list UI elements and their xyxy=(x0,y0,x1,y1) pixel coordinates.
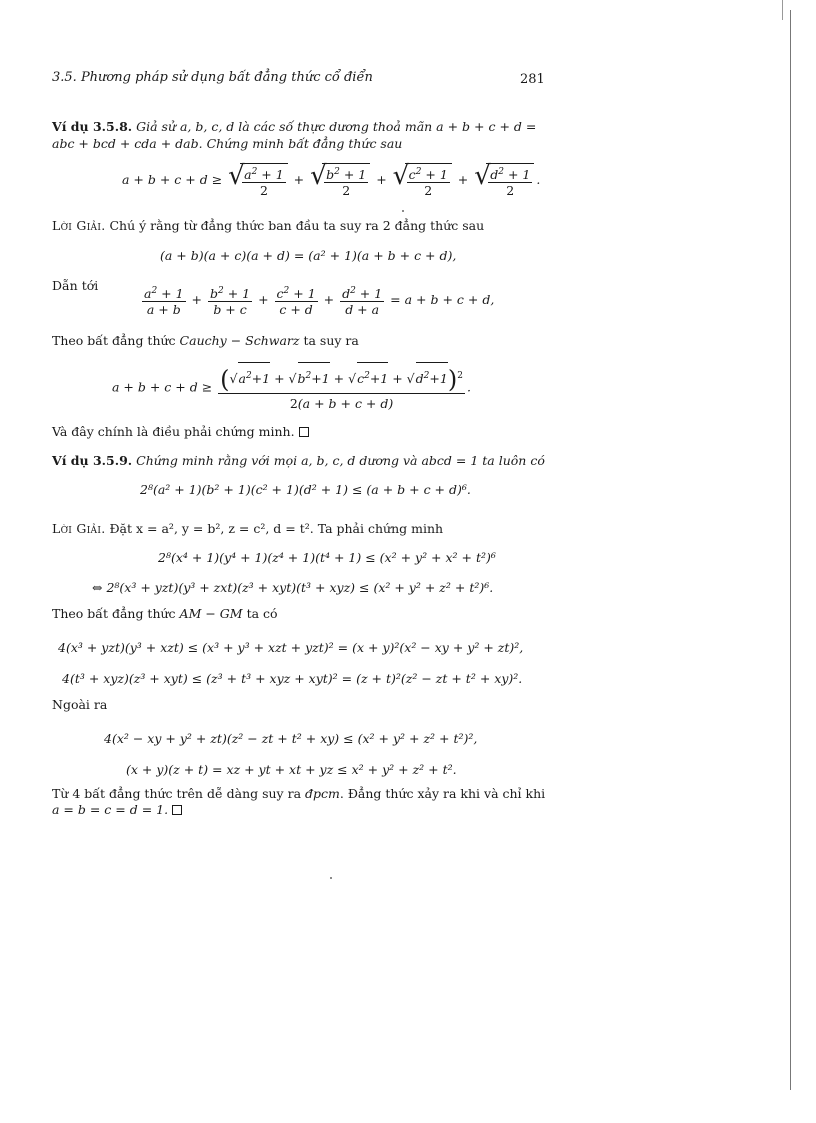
theo-cs-line: Theo bất đẳng thức Cauchy − Schwarz ta suy ra xyxy=(52,333,359,348)
page-number: 281 xyxy=(520,72,545,87)
example-358-line-1 xyxy=(52,119,536,135)
running-header: 3.5. Phương pháp sử dụng bất đẳng thức cổ điển xyxy=(52,70,373,85)
example-358-fraction-sum: $\frac{a^2 + 1}{a + b}$ + $\frac{b^2 + 1}{b + c}$ + $\frac{c^2 + 1}{c + d}$ + $\frac{d^2 + 1}{d + a}$ = a + b + c + d, xyxy=(144,286,495,318)
qed-box-icon-2 xyxy=(172,805,182,815)
proof-label: Lời Giải. xyxy=(52,218,106,233)
proof-label-2: Lời Giải. xyxy=(52,521,106,536)
example-358-statement-1: Giả sử a, b, c, d là các số thực dương thoả mãn a + b + c + d = xyxy=(136,119,537,134)
example-359-eq-6: (x + y)(z + t) = xz + yt + xt + yz ≤ x² + y² + z² + t². xyxy=(126,762,457,777)
example-358-label: Ví dụ 3.5.8. xyxy=(52,119,133,134)
example-359-eq-5: 4(x² − xy + y² + zt)(z² − zt + t² + xy) ≤ (x² + y² + z² + t²)², xyxy=(104,731,478,746)
scan-speck xyxy=(330,877,332,879)
example-359-main-inequality: 2⁸(a² + 1)(b² + 1)(c² + 1)(d² + 1) ≤ (a + b + c + d)⁶. xyxy=(140,482,471,497)
cauchy-schwarz-name: Cauchy − Schwarz xyxy=(179,333,300,348)
amgm-name: AM − GM xyxy=(179,606,243,621)
example-359-eq-3: 4(x³ + yzt)(y³ + xzt) ≤ (x³ + y³ + xzt + yzt)² = (x + y)²(x² − xy + y² + zt)², xyxy=(58,640,524,655)
example-359-final-line-2: a = b = c = d = 1. xyxy=(52,802,182,818)
theo-amgm-line: Theo bất đẳng thức AM − GM ta có xyxy=(52,606,278,621)
qed-box-icon xyxy=(299,427,309,437)
example-359-label: Ví dụ 3.5.9. xyxy=(52,453,133,468)
ngoai-ra-text: Ngoài ra xyxy=(52,697,108,712)
scan-edge-line xyxy=(790,10,791,1090)
example-358-conclusion: Và đây chính là điều phải chứng minh. xyxy=(52,424,309,440)
example-358-statement-2: abc + bcd + cda + dab. Chứng minh bất đẳng thức sau xyxy=(52,136,403,151)
example-359-final-line-1: Từ 4 bất đẳng thức trên dễ dàng suy ra đpcm. Đẳng thức xảy ra khi và chỉ khi xyxy=(52,786,546,801)
example-359-eq-4: 4(t³ + xyz)(z³ + xyt) ≤ (z³ + t³ + xyz + xyt)² = (z + t)²(z² − zt + t² + xy)². xyxy=(62,671,523,686)
example-358-identity: (a + b)(a + c)(a + d) = (a² + 1)(a + b + c + d), xyxy=(160,248,457,263)
example-359-eq-2: ⇔ 2⁸(x³ + yzt)(y³ + zxt)(z³ + xyt)(t³ + xyz) ≤ (x² + y² + z² + t²)⁶. xyxy=(92,580,494,595)
example-359-proof-intro: Lời Giải. Đặt x = a², y = b², z = c², d = t². Ta phải chứng minh xyxy=(52,521,444,536)
dpcm-text: đpcm xyxy=(305,786,340,801)
example-358-main-inequality: a + b + c + d ≥ √ $\frac{a^2 + 1}{2}$ + √ $\frac{b^2 + 1}{2}$ + √ $\frac{c^2 + 1}{2}$ + √ $\frac{d^2 + 1}{2}$ . xyxy=(122,161,541,199)
example-359-line-1 xyxy=(52,453,545,469)
example-358-cs-inequality: a + b + c + d ≥ $\frac{(√a^2+1 + √b^2+1 + √c^2+1 + √d^2+1)^2}{2(a + b + c + d)}$ . xyxy=(112,362,471,414)
dan-toi-text: Dẫn tới xyxy=(52,278,99,293)
example-359-eq-1: 2⁸(x⁴ + 1)(y⁴ + 1)(z⁴ + 1)(t⁴ + 1) ≤ (x² + y² + x² + t²)⁶ xyxy=(158,550,496,565)
scan-speck-2 xyxy=(402,210,404,212)
example-358-proof-intro: Lời Giải. Chú ý rằng từ đẳng thức ban đầu ta suy ra 2 đẳng thức sau xyxy=(52,218,485,233)
scan-edge-mark xyxy=(782,0,783,20)
example-359-statement: Chứng minh rằng với mọi a, b, c, d dương và abcd = 1 ta luôn có xyxy=(136,453,545,468)
